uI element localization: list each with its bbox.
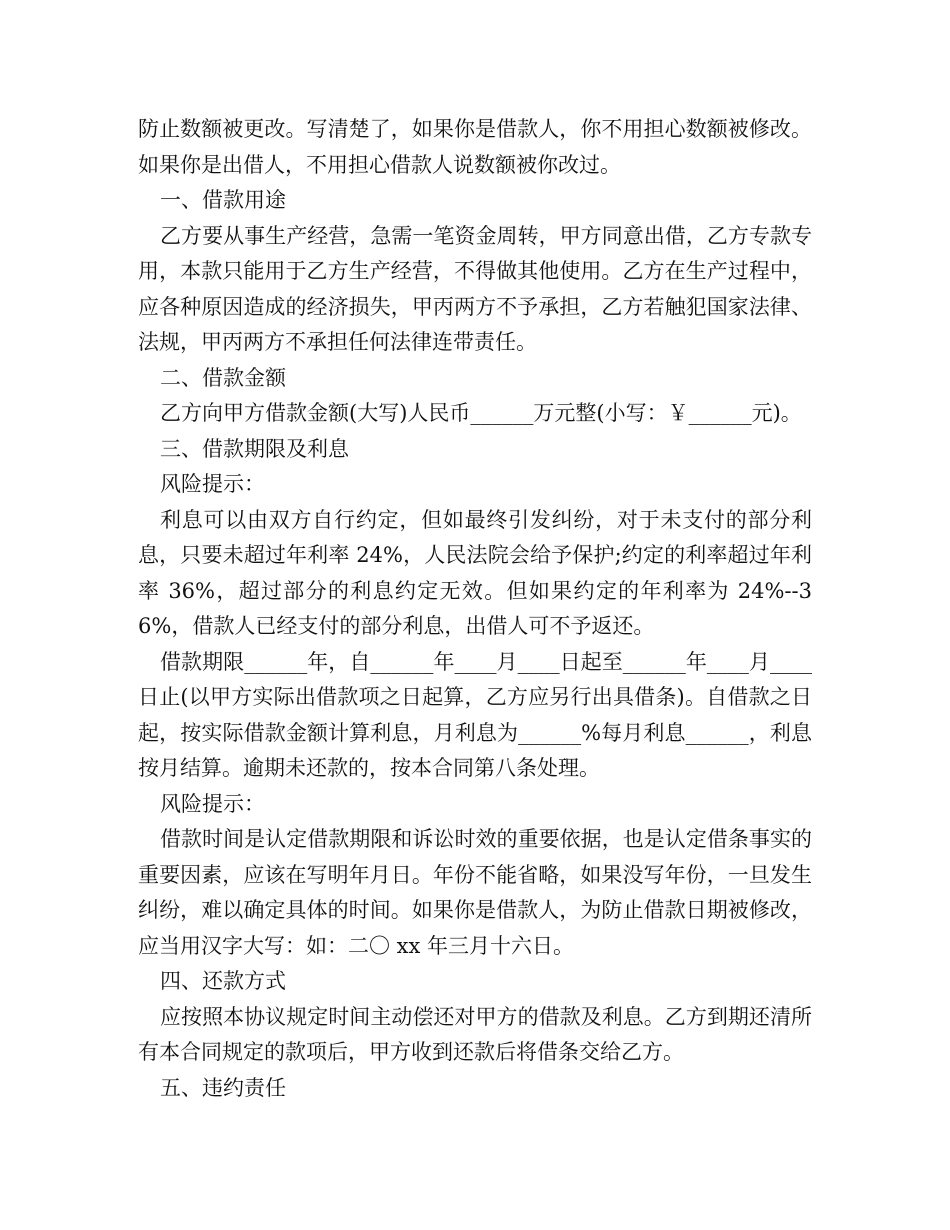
- section-heading-breach-liability: 五、违约责任: [160, 1075, 286, 1100]
- risk-tip-label-2: 风险提示：: [160, 791, 265, 816]
- paragraph-loan-purpose: 乙方要从事生产经营，急需一笔资金周转，甲方同意出借，乙方专款专用，本款只能用于乙方生产经营，不得做其他使用。乙方在生产过程中，应各种原因造成的经济损失，甲丙两方不予承担，乙方若触犯国家法律、法规，甲丙两方不承担任何法律连带责任。: [138, 223, 812, 354]
- section-heading-loan-purpose: 一、借款用途: [160, 188, 286, 212]
- paragraph-loan-term: 借款期限______年，自______年____月____日起至______年____月____日止(以甲方实际出借款项之日起算，乙方应另行出具借条)。自借款之日起，按实际借款金额计算利息，月利息为______%每月利息______，利息按月结算。逾期未还款的，按本合同第八条处理。: [138, 649, 812, 780]
- paragraph-intro: 防止数额被更改。写清楚了，如果你是借款人，你不用担心数额被修改。如果你是出借人，不用担心借款人说数额被你改过。: [138, 117, 812, 177]
- paragraph-loan-amount: 乙方向甲方借款金额(大写)人民币______万元整(小写：￥______元)。: [160, 401, 802, 425]
- paragraph-repayment-method: 应按照本协议规定时间主动偿还对甲方的借款及利息。乙方到期还清所有本合同规定的款项后，甲方收到还款后将借条交给乙方。: [138, 1004, 812, 1064]
- paragraph-date-risk: 借款时间是认定借款期限和诉讼时效的重要依据，也是认定借条事实的重要因素，应该在写明年月日。年份不能省略，如果没写年份，一旦发生纠纷，难以确定具体的时间。如果你是借款人，为防止借款日期被修改，应当用汉字大写：如：二〇 xx 年三月十六日。: [138, 827, 812, 958]
- section-heading-loan-amount: 二、借款金额: [160, 365, 286, 390]
- risk-tip-label: 风险提示：: [160, 472, 265, 496]
- section-heading-repayment-method: 四、还款方式: [160, 969, 286, 993]
- document-body: [138, 112, 812, 1106]
- section-heading-loan-term-interest: 三、借款期限及利息: [160, 436, 349, 461]
- paragraph-interest-risk: 利息可以由双方自行约定，但如最终引发纠纷，对于未支付的部分利息，只要未超过年利率 24%，人民法院会给予保护;约定的利率超过年利率 36%，超过部分的利息约定无效。但如果约定的年利率为 24%--36%，借款人已经支付的部分利息，出借人可不予返还。: [138, 507, 812, 638]
